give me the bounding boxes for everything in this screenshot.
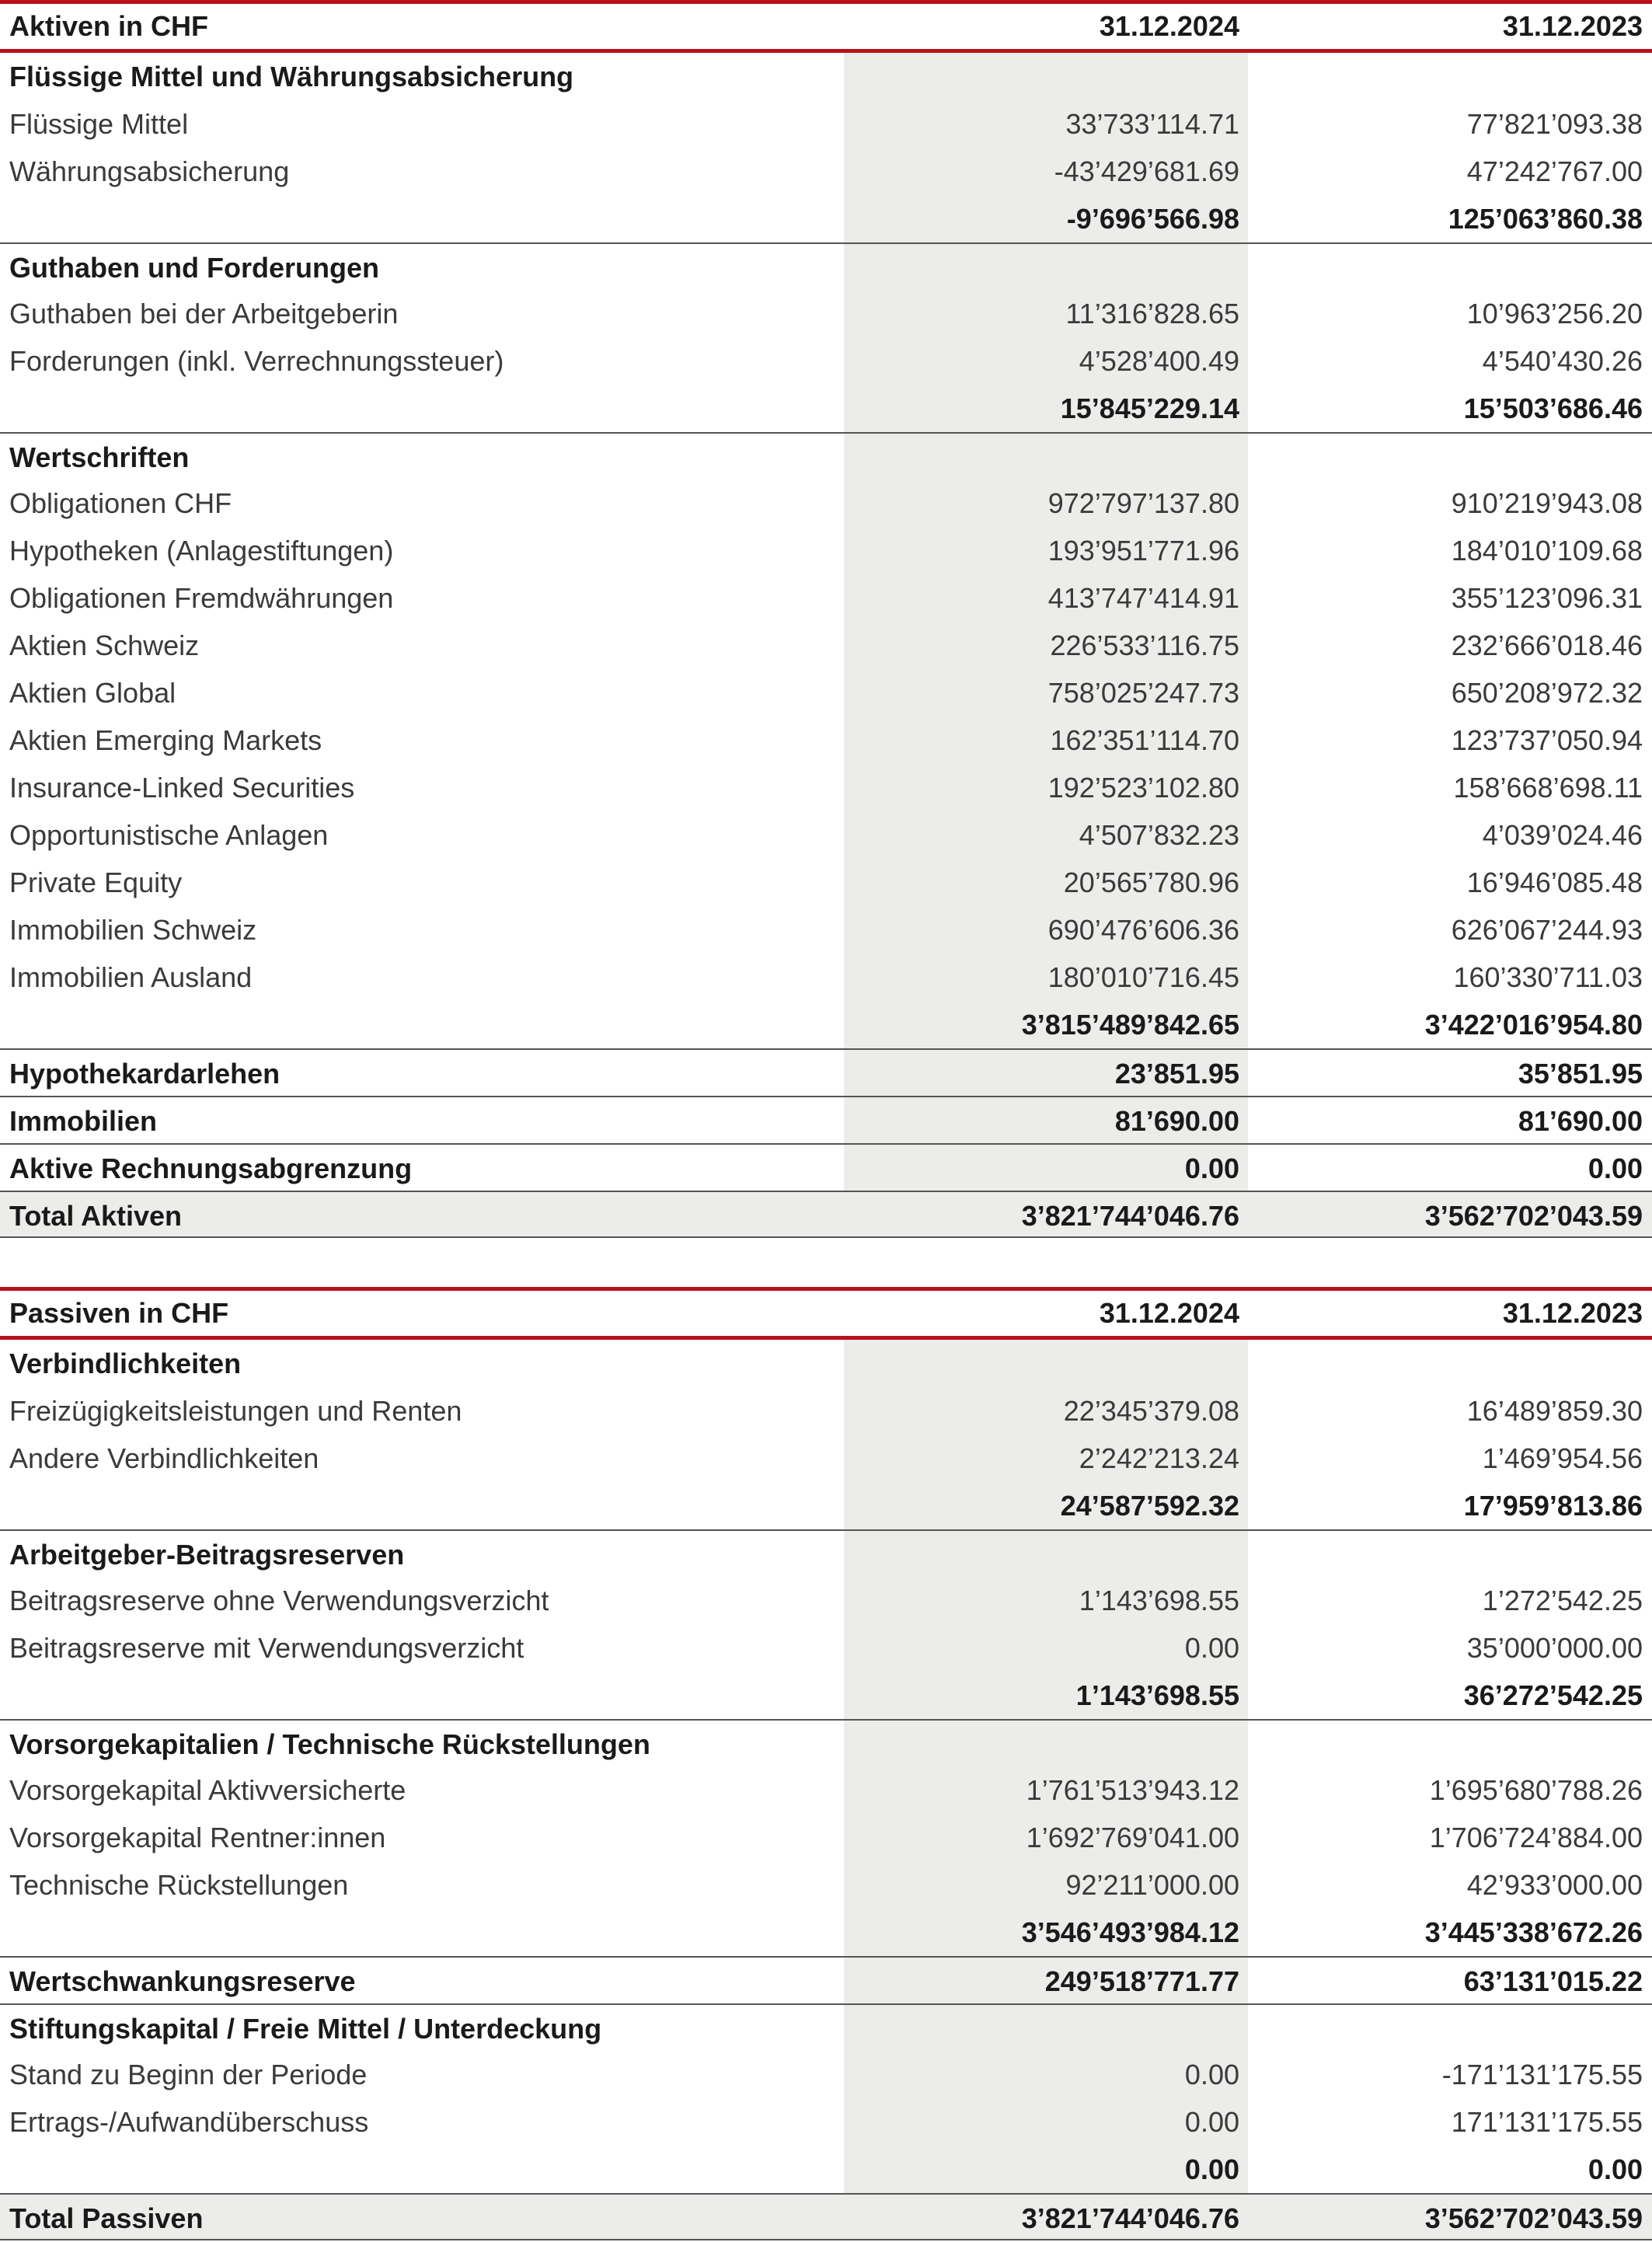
liabilities-row-item — [0, 2051, 1652, 2098]
liabilities-row-item — [0, 1577, 1652, 1624]
value-current: 758’025’247.73 — [1047, 677, 1239, 709]
row-label: Immobilien — [9, 1105, 158, 1137]
assets-row-shading — [0, 1192, 1652, 1236]
value-current: 20’565’780.96 — [1063, 866, 1239, 898]
assets-row-shading — [844, 434, 1248, 479]
assets-row-single — [0, 1143, 1652, 1191]
value-previous: 0.00 — [1588, 1152, 1643, 1184]
row-label: Währungsabsicherung — [9, 155, 290, 187]
assets-header-row — [0, 0, 1652, 53]
value-current: 4’528’400.49 — [1079, 345, 1239, 377]
liabilities-row-shading — [844, 1531, 1248, 1577]
row-label: Total Passiven — [9, 2202, 204, 2234]
row-label: Vorsorgekapital Aktivversicherte — [9, 1774, 406, 1806]
assets-row-shading — [844, 244, 1248, 290]
assets-row-section — [0, 432, 1652, 479]
value-current: 1’761’513’943.12 — [1026, 1774, 1239, 1806]
value-current: 4’507’832.23 — [1079, 819, 1239, 851]
value-current: -9’696’566.98 — [1066, 203, 1239, 235]
liabilities-row-section — [0, 1340, 1652, 1387]
value-previous: 81’690.00 — [1518, 1105, 1643, 1137]
row-label: Total Aktiven — [9, 1200, 183, 1232]
liabilities-row-subtotal — [0, 2146, 1652, 2193]
row-label: Forderungen (inkl. Verrechnungssteuer) — [9, 345, 504, 377]
value-current: 92’211’000.00 — [1065, 1869, 1239, 1901]
row-label: Verbindlichkeiten — [9, 1348, 242, 1379]
value-current: 3’815’489’842.65 — [1021, 1009, 1239, 1041]
value-current: 1’143’698.55 — [1079, 1585, 1239, 1616]
liabilities-row-section — [0, 1719, 1652, 1766]
liabilities-header-label: Passiven in CHF — [9, 1297, 229, 1329]
assets-header-label: Aktiven in CHF — [9, 10, 209, 42]
value-previous: 3’445’338’672.26 — [1424, 1916, 1643, 1948]
row-label: Wertschriften — [9, 441, 190, 473]
liabilities-table — [0, 1287, 1652, 2240]
value-previous: 3’562’702’043.59 — [1424, 2202, 1643, 2234]
value-previous: 232’666’018.46 — [1451, 629, 1643, 661]
row-label: Arbeitgeber-Beitragsreserven — [9, 1539, 405, 1571]
value-previous: 184’010’109.68 — [1451, 535, 1643, 567]
liabilities-row-shading — [844, 2005, 1248, 2051]
value-previous: 47’242’767.00 — [1466, 155, 1643, 187]
value-previous: 3’562’702’043.59 — [1424, 1200, 1643, 1232]
value-current: 162’351’114.70 — [1050, 724, 1239, 756]
value-current: 690’476’606.36 — [1047, 914, 1239, 946]
liabilities-rows — [0, 1340, 1652, 2240]
value-previous: 626’067’244.93 — [1451, 914, 1643, 946]
liabilities-row-subtotal — [0, 1672, 1652, 1719]
value-previous: 160’330’711.03 — [1453, 961, 1643, 993]
liabilities-row-shading — [844, 1721, 1248, 1766]
value-previous: 1’695’680’788.26 — [1429, 1774, 1643, 1806]
value-previous: 650’208’972.32 — [1451, 677, 1643, 709]
row-label: Flüssige Mittel — [9, 108, 189, 140]
assets-row-item — [0, 859, 1652, 906]
value-previous: 63’131’015.22 — [1463, 1965, 1643, 1997]
value-previous: 15’503’686.46 — [1463, 392, 1643, 424]
liabilities-row-item — [0, 2098, 1652, 2146]
value-current: 3’546’493’984.12 — [1021, 1916, 1239, 1948]
assets-header-year-previous: 31.12.2023 — [1502, 10, 1643, 42]
assets-rows — [0, 53, 1652, 1238]
value-previous: 125’063’860.38 — [1448, 203, 1643, 235]
assets-row-item — [0, 337, 1652, 385]
value-previous: 42’933’000.00 — [1466, 1869, 1643, 1901]
row-label: Aktive Rechnungsabgrenzung — [9, 1152, 413, 1184]
value-current: 0.00 — [1184, 2106, 1239, 2138]
row-label: Vorsorgekapital Rentner:innen — [9, 1822, 386, 1853]
liabilities-header-row — [0, 1287, 1652, 1340]
value-current: 2’242’213.24 — [1079, 1442, 1239, 1474]
row-label: Stiftungskapital / Freie Mittel / Unterdeckung — [9, 2013, 602, 2045]
assets-row-item — [0, 290, 1652, 337]
value-previous: 16’946’085.48 — [1466, 866, 1643, 898]
assets-row-item — [0, 764, 1652, 811]
row-label: Technische Rückstellungen — [9, 1869, 349, 1901]
liabilities-row-total — [0, 2193, 1652, 2240]
row-label: Insurance-Linked Securities — [9, 772, 355, 804]
value-current: -43’429’681.69 — [1054, 155, 1239, 187]
value-previous: 1’706’724’884.00 — [1429, 1822, 1643, 1853]
liabilities-row-item — [0, 1387, 1652, 1435]
row-label: Hypotheken (Anlagestiftungen) — [9, 535, 394, 567]
assets-row-subtotal — [0, 1001, 1652, 1048]
row-label: Aktien Global — [9, 677, 176, 709]
value-current: 3’821’744’046.76 — [1021, 2202, 1239, 2234]
row-label: Ertrags-/Aufwandüberschuss — [9, 2106, 369, 2138]
value-current: 413’747’414.91 — [1047, 582, 1239, 614]
liabilities-header-year-current: 31.12.2024 — [1099, 1297, 1239, 1329]
value-current: 0.00 — [1184, 1632, 1239, 1664]
liabilities-row-subtotal — [0, 1909, 1652, 1956]
row-label: Obligationen CHF — [9, 487, 232, 519]
row-label: Immobilien Schweiz — [9, 914, 257, 946]
row-label: Aktien Schweiz — [9, 629, 200, 661]
value-previous: 35’000’000.00 — [1466, 1632, 1643, 1664]
value-previous: 158’668’698.11 — [1453, 772, 1643, 804]
row-label: Andere Verbindlichkeiten — [9, 1442, 319, 1474]
row-label: Stand zu Beginn der Periode — [9, 2059, 368, 2090]
value-previous: 35’851.95 — [1518, 1058, 1643, 1090]
value-current: 33’733’114.71 — [1065, 108, 1239, 140]
value-current: 15’845’229.14 — [1060, 392, 1239, 424]
value-previous: 910’219’943.08 — [1451, 487, 1643, 519]
value-previous: 36’272’542.25 — [1463, 1679, 1643, 1711]
row-label: Beitragsreserve mit Verwendungsverzicht — [9, 1632, 525, 1664]
value-current: 0.00 — [1184, 1152, 1239, 1184]
assets-row-subtotal — [0, 385, 1652, 432]
value-current: 1’143’698.55 — [1075, 1679, 1239, 1711]
value-current: 972’797’137.80 — [1047, 487, 1239, 519]
assets-row-item — [0, 527, 1652, 574]
liabilities-row-item — [0, 1624, 1652, 1672]
value-current: 0.00 — [1184, 2153, 1239, 2185]
liabilities-row-subtotal — [0, 1482, 1652, 1529]
value-current: 249’518’771.77 — [1044, 1965, 1239, 1997]
row-label: Freizügigkeitsleistungen und Renten — [9, 1395, 462, 1427]
value-current: 1’692’769’041.00 — [1026, 1822, 1239, 1853]
value-previous: 3’422’016’954.80 — [1424, 1009, 1643, 1041]
assets-row-section — [0, 242, 1652, 290]
value-current: 193’951’771.96 — [1047, 535, 1239, 567]
liabilities-header-year-previous: 31.12.2023 — [1502, 1297, 1643, 1329]
assets-row-item — [0, 574, 1652, 622]
value-previous: 1’272’542.25 — [1482, 1585, 1643, 1616]
assets-row-total — [0, 1191, 1652, 1238]
liabilities-row-item — [0, 1435, 1652, 1482]
value-current: 0.00 — [1184, 2059, 1239, 2090]
row-label: Vorsorgekapitalien / Technische Rückstellungen — [9, 1728, 650, 1760]
value-previous: 16’489’859.30 — [1466, 1395, 1643, 1427]
assets-row-shading — [844, 53, 1248, 100]
value-previous: 4’540’430.26 — [1482, 345, 1643, 377]
value-previous: 10’963’256.20 — [1466, 298, 1643, 330]
liabilities-row-shading — [844, 1340, 1248, 1387]
row-label: Wertschwankungsreserve — [9, 1965, 356, 1997]
assets-row-item — [0, 148, 1652, 195]
row-label: Beitragsreserve ohne Verwendungsverzicht — [9, 1585, 549, 1616]
value-current: 3’821’744’046.76 — [1021, 1200, 1239, 1232]
liabilities-row-shading — [0, 2195, 1652, 2239]
row-label: Obligationen Fremdwährungen — [9, 582, 394, 614]
row-label: Guthaben und Forderungen — [9, 252, 379, 284]
assets-header-year-current: 31.12.2024 — [1099, 10, 1239, 42]
liabilities-row-item — [0, 1814, 1652, 1861]
assets-row-item — [0, 479, 1652, 527]
assets-row-item — [0, 811, 1652, 859]
assets-row-section — [0, 53, 1652, 100]
row-label: Guthaben bei der Arbeitgeberin — [9, 298, 399, 330]
value-previous: 4’039’024.46 — [1482, 819, 1643, 851]
assets-row-item — [0, 669, 1652, 717]
row-label: Private Equity — [9, 866, 183, 898]
assets-row-single — [0, 1096, 1652, 1143]
liabilities-row-item — [0, 1861, 1652, 1909]
value-previous: 171’131’175.55 — [1451, 2106, 1643, 2138]
value-previous: 0.00 — [1588, 2153, 1643, 2185]
value-current: 180’010’716.45 — [1047, 961, 1239, 993]
row-label: Hypothekardarlehen — [9, 1058, 281, 1090]
value-previous: 1’469’954.56 — [1482, 1442, 1643, 1474]
assets-row-item — [0, 717, 1652, 764]
value-previous: 123’737’050.94 — [1451, 724, 1643, 756]
liabilities-row-single — [0, 1956, 1652, 2003]
value-previous: 77’821’093.38 — [1466, 108, 1643, 140]
value-previous: -171’131’175.55 — [1441, 2059, 1643, 2090]
assets-row-item — [0, 100, 1652, 148]
row-label: Immobilien Ausland — [9, 961, 253, 993]
assets-row-single — [0, 1048, 1652, 1096]
value-current: 81’690.00 — [1114, 1105, 1239, 1137]
value-previous: 17’959’813.86 — [1463, 1490, 1643, 1522]
row-label: Flüssige Mittel und Währungsabsicherung — [9, 61, 574, 92]
value-current: 22’345’379.08 — [1063, 1395, 1239, 1427]
value-current: 23’851.95 — [1114, 1058, 1239, 1090]
liabilities-row-item — [0, 1766, 1652, 1814]
liabilities-row-section — [0, 1529, 1652, 1577]
liabilities-row-section — [0, 2003, 1652, 2051]
value-current: 226’533’116.75 — [1050, 629, 1239, 661]
assets-row-subtotal — [0, 195, 1652, 242]
row-label: Aktien Emerging Markets — [9, 724, 322, 756]
assets-row-item — [0, 906, 1652, 954]
value-current: 24’587’592.32 — [1060, 1490, 1239, 1522]
assets-row-item — [0, 954, 1652, 1001]
assets-row-item — [0, 622, 1652, 669]
row-label: Opportunistische Anlagen — [9, 819, 329, 851]
value-current: 11’316’828.65 — [1065, 298, 1239, 330]
value-previous: 355’123’096.31 — [1451, 582, 1643, 614]
value-current: 192’523’102.80 — [1047, 772, 1239, 804]
